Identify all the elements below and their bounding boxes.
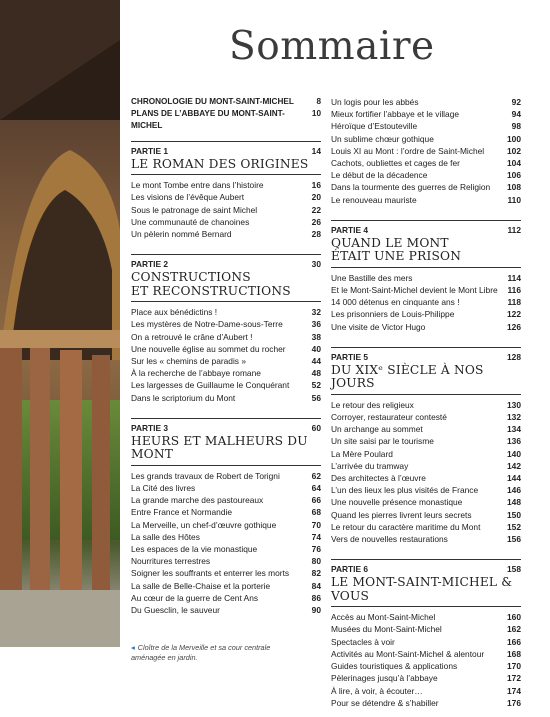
part-number: PARTIE 1 — [131, 145, 169, 156]
part-title-line: ET RECONSTRUCTIONS — [131, 283, 291, 298]
toc-entry-page: 20 — [311, 192, 321, 203]
toc-part-section — [131, 141, 321, 249]
toc-entry[interactable] — [331, 169, 521, 181]
toc-entry-label: Les largesses de Guillaume le Conquérant — [131, 380, 290, 391]
toc-part-header[interactable] — [331, 559, 521, 574]
toc-entry-label: Héroïque d’Estouteville — [331, 121, 418, 132]
part-title-line: LE ROMAN DES ORIGINES — [131, 156, 309, 171]
toc-entry[interactable] — [131, 482, 321, 494]
toc-entry[interactable] — [331, 411, 521, 423]
toc-entry[interactable] — [131, 355, 321, 367]
toc-entry[interactable] — [331, 399, 521, 411]
toc-entry-page: 76 — [311, 543, 321, 554]
part-number: PARTIE 6 — [331, 564, 369, 575]
toc-entry[interactable] — [131, 343, 321, 355]
toc-entry[interactable] — [331, 648, 521, 660]
toc-entry-label: Corroyer, restaurateur contesté — [331, 412, 447, 423]
toc-entry-label: Les prisonniers de Louis-Philippe — [331, 309, 455, 320]
toc-entry-page: 62 — [311, 470, 321, 481]
part-title — [131, 156, 321, 176]
toc-entry-page: 108 — [507, 182, 521, 193]
toc-entry[interactable] — [131, 531, 321, 543]
toc-entry-label: Le retour du caractère maritime du Mont — [331, 521, 481, 532]
toc-entry[interactable] — [331, 636, 521, 648]
toc-part-section — [131, 418, 321, 624]
toc-entry[interactable] — [131, 318, 321, 330]
toc-entry-page: 140 — [507, 448, 521, 459]
toc-entry-page: 86 — [311, 592, 321, 603]
toc-entry[interactable] — [331, 509, 521, 521]
toc-entry-page: 174 — [507, 685, 521, 696]
toc-entry[interactable] — [131, 555, 321, 567]
toc-entry-label: À lire, à voir, à écouter… — [331, 685, 423, 696]
toc-entry[interactable] — [331, 533, 521, 545]
toc-entry-page: 166 — [507, 636, 521, 647]
toc-entry-page: 156 — [507, 534, 521, 545]
part-number: PARTIE 5 — [331, 351, 369, 362]
toc-entry-label: Nourritures terrestres — [131, 556, 211, 567]
toc-entry-page: 134 — [507, 424, 521, 435]
toc-entry-label: Le mont Tombe entre dans l’histoire — [131, 180, 264, 191]
toc-entry[interactable] — [331, 108, 521, 120]
toc-entry[interactable] — [331, 96, 521, 108]
toc-entry[interactable] — [331, 272, 521, 284]
toc-entry-label: Un archange au sommet — [331, 424, 423, 435]
toc-entry-page: 172 — [507, 673, 521, 684]
toc-entry-label: Du Guesclin, le sauveur — [131, 604, 220, 615]
toc-part-header[interactable] — [331, 220, 521, 235]
toc-entry-page: 106 — [507, 170, 521, 181]
toc-entry-label: La Merveille, un chef-d’œuvre gothique — [131, 519, 277, 530]
toc-front-row[interactable] — [131, 96, 321, 108]
toc-entry-page: 176 — [507, 697, 521, 708]
toc-entry-label: Accès au Mont-Saint-Michel — [331, 612, 436, 623]
toc-entry-label: Dans la tourmente des guerres de Religion — [331, 182, 491, 193]
toc-entry-label: Pèlerinages jusqu’à l’abbaye — [331, 673, 438, 684]
toc-entry-label: Cachots, oubliettes et cages de fer — [331, 158, 460, 169]
toc-entry-label: Guides touristiques & applications — [331, 661, 458, 672]
toc-entry-label: Le début de la décadence — [331, 170, 428, 181]
toc-entry[interactable] — [331, 133, 521, 145]
toc-entry-page: 44 — [311, 355, 321, 366]
photo-caption — [131, 643, 271, 662]
toc-part-section — [131, 254, 321, 412]
toc-entry[interactable] — [331, 321, 521, 333]
toc-entry-page: 32 — [311, 307, 321, 318]
toc-entry-page: 56 — [311, 392, 321, 403]
toc-entry[interactable] — [131, 543, 321, 555]
toc-entry[interactable] — [331, 660, 521, 672]
toc-entry-label: Entre France et Normandie — [131, 507, 233, 518]
part-title-line: HEURS ET MALHEURS DU MONT — [131, 433, 308, 462]
toc-entry[interactable] — [131, 379, 321, 391]
toc-entry-page: 28 — [311, 228, 321, 239]
toc-right-column — [331, 96, 521, 717]
toc-entry[interactable] — [131, 506, 321, 518]
toc-part-header[interactable] — [131, 418, 321, 433]
toc-entry[interactable] — [131, 470, 321, 482]
toc-entry[interactable] — [331, 145, 521, 157]
toc-entry-label: La salle des Hôtes — [131, 531, 200, 542]
toc-entry-label: À la recherche de l’abbaye romane — [131, 368, 261, 379]
toc-entry-label: La Mère Poulard — [331, 448, 393, 459]
toc-entry[interactable] — [331, 435, 521, 447]
toc-entry-page: 36 — [311, 319, 321, 330]
part-title — [131, 433, 321, 466]
toc-entry-page: 142 — [507, 460, 521, 471]
toc-entry-page: 90 — [311, 604, 321, 615]
part-page: 128 — [507, 351, 521, 362]
toc-entry-label: Une Bastille des mers — [331, 272, 413, 283]
toc-entry-label: 14 000 détenus en cinquante ans ! — [331, 297, 460, 308]
toc-entry[interactable] — [131, 567, 321, 579]
toc-entry-page: 98 — [511, 121, 521, 132]
toc-entry[interactable] — [331, 194, 521, 206]
toc-left-column — [131, 96, 321, 624]
toc-entry-label: Le retour des religieux — [331, 399, 414, 410]
caption-text: Cloître de la Merveille et sa cour centrale aménagée en jardin. — [131, 643, 271, 662]
toc-entry[interactable] — [331, 623, 521, 635]
toc-entry-label: Une visite de Victor Hugo — [331, 321, 426, 332]
toc-entry-page: 160 — [507, 612, 521, 623]
toc-entry-page: 100 — [507, 133, 521, 144]
toc-entry-page: 148 — [507, 497, 521, 508]
part-title — [131, 269, 321, 302]
toc-entry-page: 26 — [311, 216, 321, 227]
toc-entry-label: Mieux fortifier l’abbaye et le village — [331, 109, 460, 120]
toc-entry-label: Soigner les souffrants et enterrer les morts — [131, 568, 290, 579]
toc-entry-label: Un logis pour les abbés — [331, 97, 419, 107]
toc-part-header[interactable] — [131, 254, 321, 269]
toc-entry-label: Au cœur de la guerre de Cent Ans — [131, 592, 259, 603]
toc-entry-label: Les grands travaux de Robert de Torigni — [131, 470, 280, 481]
toc-front-row[interactable] — [131, 108, 321, 132]
part-page: 30 — [311, 259, 321, 270]
part-page: 158 — [507, 564, 521, 575]
toc-entry-page: 10 — [311, 109, 321, 119]
toc-entry-page: 66 — [311, 495, 321, 506]
toc-entry[interactable] — [331, 496, 521, 508]
toc-entry-label: Une nouvelle église au sommet du rocher — [131, 343, 286, 354]
toc-entry-page: 114 — [507, 272, 521, 283]
toc-entry-page: 146 — [507, 485, 521, 496]
part-title — [331, 235, 521, 268]
toc-entry-label: Des architectes à l’œuvre — [331, 473, 426, 484]
toc-entry[interactable] — [131, 204, 321, 216]
toc-entry-page: 170 — [507, 661, 521, 672]
toc-entry-page: 52 — [311, 380, 321, 391]
toc-entry[interactable] — [131, 179, 321, 191]
toc-entry-label: Sous le patronage de saint Michel — [131, 204, 258, 215]
caption-arrow-icon: ◂ — [131, 643, 135, 652]
toc-entry-label: La salle de Belle-Chaise et la porterie — [131, 580, 271, 591]
toc-entry[interactable] — [131, 191, 321, 203]
toc-entry[interactable] — [331, 521, 521, 533]
toc-entry-label: Pour se détendre & s’habiller — [331, 697, 439, 708]
toc-entry-page: 132 — [507, 412, 521, 423]
toc-entry-label: Un pèlerin nommé Bernard — [131, 228, 232, 239]
toc-entry-page: 8 — [316, 97, 321, 106]
toc-entry-label: Un sublime chœur gothique — [331, 133, 434, 144]
part-page: 60 — [311, 422, 321, 433]
toc-entry-label: Activités au Mont-Saint-Michel & alentour — [331, 648, 485, 659]
toc-entry[interactable] — [331, 157, 521, 169]
toc-entry[interactable] — [331, 308, 521, 320]
toc-entry-label: Le renouveau mauriste — [331, 194, 417, 205]
toc-entry[interactable] — [331, 484, 521, 496]
toc-entry-page: 80 — [311, 556, 321, 567]
toc-entry[interactable] — [331, 611, 521, 623]
toc-entry-label: Les visions de l’évêque Aubert — [131, 192, 245, 203]
toc-entry-label: Un site saisi par le tourisme — [331, 436, 434, 447]
toc-entry-label: Spectacles à voir — [331, 636, 395, 647]
toc-entry-page: 152 — [507, 521, 521, 532]
toc-entry-label: On a retrouvé le crâne d’Aubert ! — [131, 331, 253, 342]
toc-part-section — [331, 559, 521, 717]
toc-entry-page: 70 — [311, 519, 321, 530]
part-title — [331, 362, 521, 395]
cloister-photo — [0, 0, 120, 647]
toc-entry-page: 22 — [311, 204, 321, 215]
toc-entry-label: Une nouvelle présence monastique — [331, 497, 463, 508]
toc-entry[interactable] — [131, 228, 321, 240]
part-title-line: QUAND LE MONT — [331, 235, 449, 250]
toc-entry-page: 48 — [311, 368, 321, 379]
toc-entry-page: 82 — [311, 568, 321, 579]
toc-entry-page: 162 — [507, 624, 521, 635]
toc-entry[interactable] — [331, 685, 521, 697]
toc-entry[interactable] — [331, 697, 521, 709]
toc-entry-label: Dans le scriptorium du Mont — [131, 392, 236, 403]
toc-entry-page: 118 — [507, 297, 521, 308]
toc-part-section — [331, 347, 521, 553]
toc-entry-page: 110 — [507, 194, 521, 205]
toc-entry-page: 136 — [507, 436, 521, 447]
toc-entry-page: 16 — [311, 180, 321, 191]
toc-entry[interactable] — [331, 120, 521, 132]
toc-entry-page: 94 — [511, 109, 521, 120]
part-number: PARTIE 2 — [131, 259, 169, 270]
toc-entry-page: 144 — [507, 473, 521, 484]
toc-entry[interactable] — [131, 494, 321, 506]
toc-entry-page: 104 — [507, 158, 521, 169]
toc-entry[interactable] — [331, 284, 521, 296]
toc-entry-label: Sur les « chemins de paradis » — [131, 355, 246, 366]
toc-entry[interactable] — [331, 448, 521, 460]
toc-entry-page: 74 — [311, 531, 321, 542]
toc-entry[interactable] — [131, 331, 321, 343]
part-number: PARTIE 3 — [131, 422, 169, 433]
toc-entry-label: PLANS DE L’ABBAYE DU MONT-SAINT-MICHEL — [131, 109, 285, 131]
toc-entry-label: Place aux bénédictins ! — [131, 307, 218, 318]
toc-entry-label: Musées du Mont-Saint-Michel — [331, 624, 442, 635]
toc-entry-page: 126 — [507, 321, 521, 332]
part-page: 14 — [311, 145, 321, 156]
toc-entry-label: Les espaces de la vie monastique — [131, 543, 258, 554]
toc-entry-page: 92 — [511, 97, 521, 107]
toc-entry-label: Quand les pierres livrent leurs secrets — [331, 509, 472, 520]
toc-entry-page: 150 — [507, 509, 521, 520]
toc-entry[interactable] — [331, 181, 521, 193]
toc-entry-page: 84 — [311, 580, 321, 591]
toc-entry-label: Une communauté de chanoines — [131, 216, 250, 227]
toc-entry[interactable] — [131, 519, 321, 531]
toc-entry[interactable] — [131, 392, 321, 404]
toc-entry[interactable] — [331, 423, 521, 435]
toc-entry-page: 64 — [311, 482, 321, 493]
toc-entry-page: 40 — [311, 343, 321, 354]
toc-entry[interactable] — [331, 296, 521, 308]
toc-entry-label: Louis XI au Mont : l’ordre de Saint-Michel — [331, 145, 485, 156]
toc-entry-page: 168 — [507, 648, 521, 659]
toc-entry-label: Et le Mont-Saint-Michel devient le Mont Libre — [331, 285, 498, 296]
toc-part-header[interactable] — [131, 141, 321, 156]
part-page: 112 — [507, 224, 521, 235]
toc-entry[interactable] — [131, 216, 321, 228]
toc-entry-label: L’un des lieux les plus visités de France — [331, 485, 479, 496]
toc-entry-page: 38 — [311, 331, 321, 342]
toc-entry-label: L’arrivée du tramway — [331, 460, 409, 471]
part-title-line: LE MONT-SAINT-MICHEL & VOUS — [331, 575, 513, 603]
toc-entry-page: 68 — [311, 507, 321, 518]
toc-entry[interactable] — [331, 472, 521, 484]
toc-entry-page: 102 — [507, 145, 521, 156]
part-title-line: ÉTAIT UNE PRISON — [331, 249, 462, 264]
page-title: Sommaire — [229, 24, 435, 69]
toc-entry-page: 116 — [507, 285, 521, 296]
toc-entry-label: CHRONOLOGIE DU MONT-SAINT-MICHEL — [131, 97, 294, 106]
toc-entry[interactable] — [131, 580, 321, 592]
toc-entry[interactable] — [131, 306, 321, 318]
toc-entry-label: La Cité des livres — [131, 482, 196, 493]
toc-entry-label: Vers de nouvelles restaurations — [331, 534, 448, 545]
toc-part-header[interactable] — [331, 347, 521, 362]
toc-entry[interactable] — [131, 592, 321, 604]
part-number: PARTIE 4 — [331, 224, 369, 235]
toc-part-section — [331, 220, 521, 341]
toc-entry[interactable] — [331, 460, 521, 472]
toc-entry[interactable] — [331, 672, 521, 684]
toc-entry[interactable] — [131, 367, 321, 379]
part-title-line: CONSTRUCTIONS — [131, 270, 251, 285]
toc-entry-label: Les mystères de Notre-Dame-sous-Terre — [131, 319, 283, 330]
toc-entry-page: 130 — [507, 399, 521, 410]
toc-entry-label: La grande marche des pastoureaux — [131, 495, 264, 506]
part-title-line: DU XIXᵉ SIÈCLE À NOS JOURS — [331, 362, 484, 391]
toc-entry-page: 122 — [507, 309, 521, 320]
part-title — [331, 574, 521, 607]
toc-entry[interactable] — [131, 604, 321, 616]
